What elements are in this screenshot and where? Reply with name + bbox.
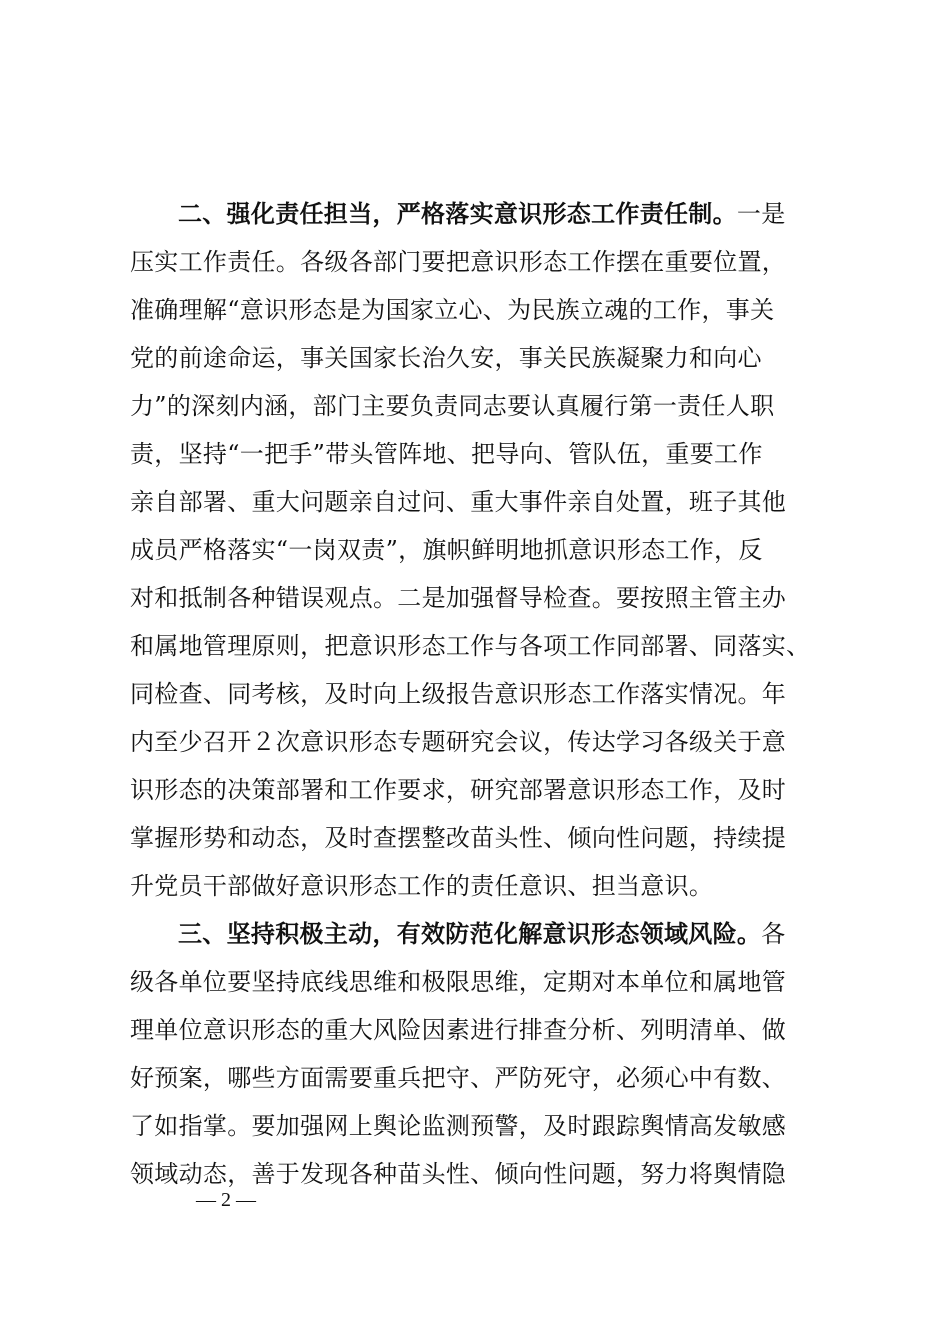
text-line: 责，坚持“一把手”带头管阵地、把导向、管队伍，重要工作 (130, 440, 763, 468)
text-line: 领域动态，善于发现各种苗头性、倾向性问题，努力将舆情隐 (130, 1160, 787, 1188)
body-text (130, 190, 830, 1198)
text-line: 理单位意识形态的重大风险因素进行排查分析、列明清单、做 (130, 1016, 787, 1044)
text-line: 同检查、同考核，及时向上级报告意识形态工作落实情况。年 (130, 680, 787, 708)
text-line: 力”的深刻内涵，部门主要负责同志要认真履行第一责任人职 (130, 392, 775, 420)
text-line: 级各单位要坚持底线思维和极限思维，定期对本单位和属地管 (130, 968, 787, 996)
text-line-heading-2 (130, 190, 830, 238)
text-line: 成员严格落实“一岗双责”，旗帜鲜明地抓意识形态工作，反 (130, 536, 763, 564)
text-line: 掌握形势和动态，及时查摆整改苗头性、倾向性问题，持续提 (130, 824, 787, 852)
text-line: 了如指掌。要加强网上舆论监测预警，及时跟踪舆情高发敏感 (130, 1112, 787, 1140)
text-line: 和属地管理原则，把意识形态工作与各项工作同部署、同落实、 (130, 632, 811, 660)
text-line: 对和抵制各种错误观点。二是加强督导检查。要按照主管主办 (130, 584, 787, 612)
text-line: 好预案，哪些方面需要重兵把守、严防死守，必须心中有数、 (130, 1064, 787, 1092)
text-line: 压实工作责任。各级各部门要把意识形态工作摆在重要位置， (130, 248, 787, 276)
text-line: 识形态的决策部署和工作要求，研究部署意识形态工作，及时 (130, 776, 787, 804)
text-line: 升党员干部做好意识形态工作的责任意识、担当意识。 (130, 872, 714, 900)
text-line: 准确理解“意识形态是为国家立心、为民族立魂的工作，事关 (130, 296, 775, 324)
page-number: — 2 — (196, 1189, 256, 1211)
text-line: 内至少召开２次意识形态专题研究会议，传达学习各级关于意 (130, 728, 787, 756)
section-heading-2: 二、强化责任担当，严格落实意识形态工作责任制。 (178, 199, 737, 228)
text-line: 亲自部署、重大问题亲自过问、重大事件亲自处置，班子其他 (130, 488, 787, 516)
line-text: 各 (761, 920, 786, 948)
line-text: 一是 (736, 200, 786, 228)
text-line: 党的前途命运，事关国家长治久安，事关民族凝聚力和向心 (130, 344, 762, 372)
section-heading-3: 三、坚持积极主动，有效防范化解意识形态领域风险。 (178, 919, 762, 948)
text-line-heading-3 (130, 910, 830, 958)
